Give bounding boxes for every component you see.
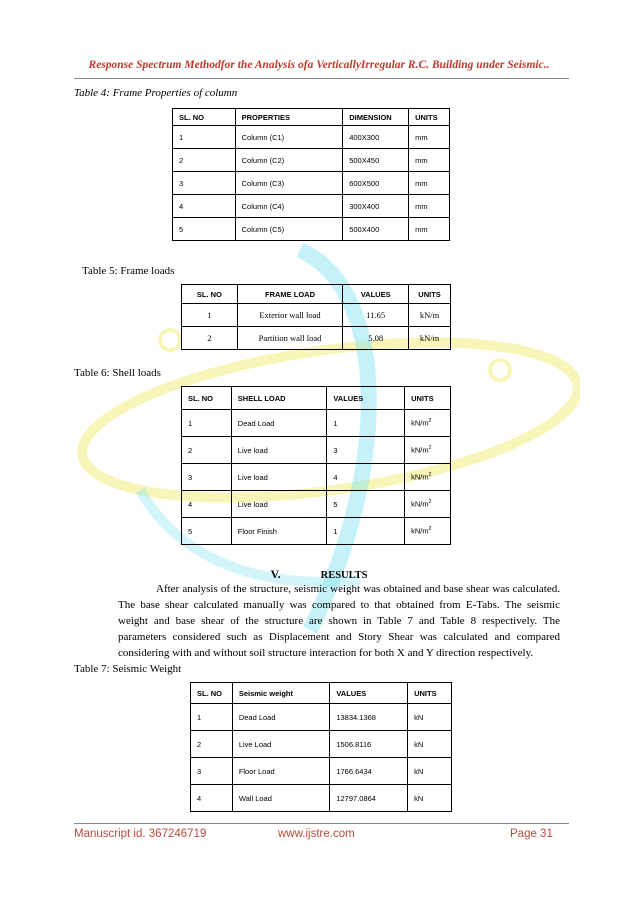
table-cell	[235, 149, 343, 172]
cell-text: 600X500	[349, 178, 380, 188]
table-cell	[405, 437, 451, 464]
table-cell	[182, 410, 232, 437]
table-row	[173, 195, 450, 218]
table-cell	[330, 704, 408, 731]
table-row	[191, 704, 452, 731]
table5-header-cell: UNITS	[409, 285, 451, 304]
table-cell	[408, 731, 452, 758]
results-paragraph	[118, 581, 560, 661]
cell-text: Column (C2)	[241, 155, 285, 165]
table6-header-cell: SL. NO	[182, 387, 232, 410]
unit-superscript: 2	[428, 472, 432, 479]
table4-header-cell: DIMENSION	[343, 109, 409, 126]
table7	[190, 682, 452, 812]
cell-text: 4	[179, 201, 184, 211]
table-cell	[327, 464, 405, 491]
cell-text: 1	[188, 418, 193, 428]
cell-text: 2	[188, 445, 193, 455]
cell-text: Partition wall load	[258, 333, 322, 343]
table-row	[182, 491, 451, 518]
table-cell	[408, 758, 452, 785]
cell-text: Live load	[237, 445, 268, 455]
table-cell	[409, 126, 450, 149]
cell-text: 3	[197, 766, 202, 776]
cell-text: 400X300	[349, 132, 380, 142]
table4-header-row	[173, 109, 450, 126]
table-cell	[343, 172, 409, 195]
cell-text: Column (C3)	[241, 178, 285, 188]
cell-text: Dead Load	[237, 418, 275, 428]
cell-text: mm	[415, 224, 428, 234]
footer-manuscript: Manuscript id. 367246719	[74, 828, 207, 840]
cell-text: 4	[333, 472, 338, 482]
cell-text: mm	[415, 155, 428, 165]
table-cell	[173, 195, 236, 218]
table-cell	[237, 304, 343, 327]
table6-header-cell: SHELL LOAD	[231, 387, 327, 410]
table-row	[173, 172, 450, 195]
cell-text: kN/m	[411, 499, 429, 509]
table-cell	[343, 195, 409, 218]
cell-text: Live load	[237, 472, 268, 482]
table-cell	[191, 758, 233, 785]
unit-superscript: 2	[428, 526, 432, 533]
table5-header-row	[182, 285, 451, 304]
table-cell	[173, 218, 236, 241]
unit-superscript: 2	[428, 499, 432, 506]
cell-text: Floor Finish	[237, 526, 277, 536]
table7-header-row	[191, 683, 452, 704]
table-cell	[237, 327, 343, 350]
table-cell	[235, 172, 343, 195]
table-cell	[330, 758, 408, 785]
cell-text: Dead Load	[238, 712, 276, 722]
table-cell	[409, 172, 450, 195]
section-number: V.	[270, 567, 281, 581]
table-row	[182, 327, 451, 350]
cell-text: 1	[197, 712, 202, 722]
cell-text: kN/m	[411, 445, 429, 455]
table5-header-cell: FRAME LOAD	[237, 285, 343, 304]
table4-caption: Table 4: Frame Properties of column	[74, 87, 238, 99]
cell-text: 2	[179, 155, 184, 165]
table-cell	[232, 731, 330, 758]
table5-header-cell: SL. NO	[182, 285, 238, 304]
table-row	[191, 731, 452, 758]
table-cell	[191, 731, 233, 758]
table-cell	[405, 491, 451, 518]
table5-caption: Table 5: Frame loads	[82, 265, 175, 277]
table-cell	[409, 218, 450, 241]
table4-header-cell: PROPERTIES	[235, 109, 343, 126]
table-cell	[173, 172, 236, 195]
running-header: Response Spectrum Methodfor the Analysis ofa VerticallyIrregular R.C. Building under Seismic..	[88, 59, 550, 71]
cell-text: Exterior wall load	[259, 310, 321, 320]
cell-text: 2	[207, 333, 212, 343]
table-cell	[235, 126, 343, 149]
cell-text: kN	[414, 712, 424, 722]
table-cell	[173, 126, 236, 149]
table4	[172, 108, 450, 241]
table-row	[182, 304, 451, 327]
footer-website[interactable]: www.ijstre.com	[278, 828, 355, 840]
table-cell	[191, 785, 233, 812]
cell-text: Column (C4)	[241, 201, 285, 211]
table6-header-cell: UNITS	[405, 387, 451, 410]
table-cell	[182, 327, 238, 350]
table-cell	[231, 464, 327, 491]
table-cell	[182, 491, 232, 518]
cell-text: mm	[415, 132, 428, 142]
table-cell	[235, 195, 343, 218]
table-row	[191, 758, 452, 785]
cell-text: 1	[333, 418, 338, 428]
table-cell	[343, 304, 409, 327]
table-cell	[173, 149, 236, 172]
table-row	[173, 126, 450, 149]
table-cell	[408, 785, 452, 812]
unit-superscript: 2	[428, 418, 432, 425]
table-cell	[343, 327, 409, 350]
table4-header-cell: UNITS	[409, 109, 450, 126]
table-cell	[182, 464, 232, 491]
table5	[181, 284, 451, 350]
results-text: After analysis of the structure, seismic weight was obtained and base shear was calculated. The base shear calculated manually was compared to that obtained from E-Tabs. The seismic weight and base shear of the structure are shown in Table 7 and Table 8 respectively. The parameters considered such as Displacement and Story Shear was calculated and compared considering with and without soil structure interaction for both X and Y direction respectively.	[118, 583, 560, 659]
table7-caption: Table 7: Seismic Weight	[74, 663, 182, 675]
table-row	[182, 437, 451, 464]
cell-text: 1	[333, 526, 338, 536]
cell-text: Live Load	[238, 739, 272, 749]
cell-text: 5	[333, 499, 338, 509]
cell-text: kN	[414, 793, 424, 803]
cell-text: 1766.6434	[336, 766, 372, 776]
table-cell	[405, 518, 451, 545]
table-cell	[409, 149, 450, 172]
table6-header-row	[182, 387, 451, 410]
table-row	[182, 464, 451, 491]
cell-text: 500X400	[349, 224, 380, 234]
table-cell	[327, 410, 405, 437]
cell-text: Wall Load	[238, 793, 272, 803]
table-cell	[182, 437, 232, 464]
table-cell	[232, 758, 330, 785]
table-cell	[327, 437, 405, 464]
table-row	[182, 518, 451, 545]
table7-header-cell: UNITS	[408, 683, 452, 704]
table-cell	[343, 149, 409, 172]
cell-text: 5.08	[368, 333, 384, 343]
table-cell	[235, 218, 343, 241]
cell-text: Column (C5)	[241, 224, 285, 234]
cell-text: kN/m	[411, 418, 429, 428]
table-cell	[408, 704, 452, 731]
cell-text: kN/m	[411, 472, 429, 482]
cell-text: kN	[414, 739, 424, 749]
cell-text: kN/m	[419, 310, 440, 320]
table7-header-cell: Seismic weight	[232, 683, 330, 704]
cell-text: 300X400	[349, 201, 380, 211]
cell-text: 5	[179, 224, 184, 234]
section-heading	[0, 567, 638, 582]
cell-text: kN/m	[419, 333, 440, 343]
cell-text: 3	[179, 178, 184, 188]
table5-header-cell: VALUES	[343, 285, 409, 304]
table-cell	[409, 195, 450, 218]
cell-text: 11.65	[366, 310, 386, 320]
cell-text: 3	[188, 472, 193, 482]
cell-text: kN	[414, 766, 424, 776]
table7-header-cell: VALUES	[330, 683, 408, 704]
table-cell	[330, 731, 408, 758]
table-cell	[182, 518, 232, 545]
cell-text: kN/m	[411, 526, 429, 536]
table-row	[173, 149, 450, 172]
table-cell	[409, 304, 451, 327]
cell-text: 4	[197, 793, 202, 803]
table-cell	[409, 327, 451, 350]
table6	[181, 386, 451, 545]
cell-text: Floor Load	[238, 766, 275, 776]
cell-text: 12797.0864	[336, 793, 376, 803]
table-cell	[327, 518, 405, 545]
table-cell	[182, 304, 238, 327]
table-cell	[191, 704, 233, 731]
table-cell	[231, 410, 327, 437]
table-cell	[231, 437, 327, 464]
table-row	[173, 218, 450, 241]
table-row	[191, 785, 452, 812]
cell-text: 2	[197, 739, 202, 749]
table-cell	[232, 785, 330, 812]
table-cell	[343, 218, 409, 241]
table-row	[182, 410, 451, 437]
cell-text: Column (C1)	[241, 132, 285, 142]
footer-page: Page 31	[510, 828, 553, 840]
footer-rule	[74, 823, 569, 824]
table7-header-cell: SL. NO	[191, 683, 233, 704]
cell-text: Live load	[237, 499, 268, 509]
cell-text: 5	[188, 526, 193, 536]
cell-text: 3	[333, 445, 338, 455]
cell-text: 1	[207, 310, 212, 320]
table6-caption: Table 6: Shell loads	[74, 367, 161, 379]
table4-header-cell: SL. NO	[173, 109, 236, 126]
cell-text: mm	[415, 178, 428, 188]
unit-superscript: 2	[428, 445, 432, 452]
table-cell	[343, 126, 409, 149]
cell-text: 1	[179, 132, 184, 142]
section-title: RESULTS	[320, 570, 368, 581]
table6-header-cell: VALUES	[327, 387, 405, 410]
cell-text: 4	[188, 499, 193, 509]
table-cell	[405, 410, 451, 437]
table-cell	[231, 518, 327, 545]
table-cell	[327, 491, 405, 518]
cell-text: 13834.1368	[336, 712, 376, 722]
table-cell	[232, 704, 330, 731]
cell-text: 1506.8116	[336, 739, 372, 749]
header-rule	[74, 78, 569, 79]
table-cell	[330, 785, 408, 812]
cell-text: mm	[415, 201, 428, 211]
table-cell	[231, 491, 327, 518]
table-cell	[405, 464, 451, 491]
cell-text: 500X450	[349, 155, 380, 165]
